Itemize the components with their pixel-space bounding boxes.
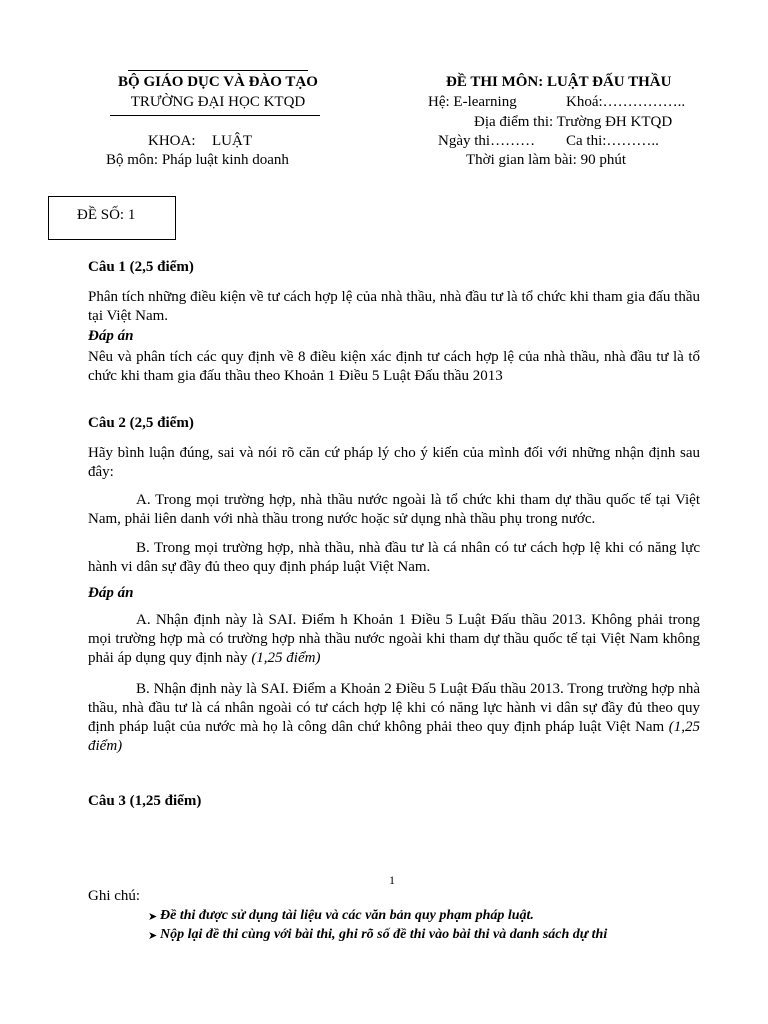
- department-name: Bộ môn: Pháp luật kinh doanh: [106, 152, 289, 168]
- exam-date: Ngày thi………: [438, 133, 536, 149]
- question-2-answer-b: [88, 680, 700, 756]
- answer-b-text: B. Nhận định này là SAI. Điểm a Khoản 2 Điều 5 Luật Đấu thầu 2013. Trong trường hợp nhà thầu, nhà đầu tư là cá nhân ngoài có tư cách hợp lệ khi có năng lực hành vi dân sự đầy đủ theo quy định pháp luật của nước mà họ là công dân chứ không phải theo quy định pháp luật Việt Nam: [88, 681, 700, 735]
- faculty-value: LUẬT: [212, 133, 252, 149]
- question-1-answer-label: Đáp án: [88, 328, 134, 344]
- answer-b-score: (1,25 điểm): [88, 719, 701, 754]
- faculty-label: KHOA:: [148, 133, 196, 149]
- question-2-statement-a: A. Trong mọi trường hợp, nhà thầu nước ngoài là tổ chức khi tham dự thầu quốc tế tại Việt Nam, phải liên danh với nhà thầu trong nước hoặc sử dụng nhà thầu phụ trong nước.: [88, 492, 700, 527]
- page-number: 1: [389, 873, 395, 887]
- arrowhead-bullet-icon: ➤: [148, 930, 158, 942]
- ministry-name: BỘ GIÁO DỤC VÀ ĐÀO TẠO: [118, 74, 318, 90]
- question-2-answer-a: [88, 611, 700, 668]
- arrowhead-bullet-icon: ➤: [148, 911, 158, 923]
- question-2-title: Câu 2 (2,5 điểm): [88, 415, 194, 431]
- exam-duration: Thời gian làm bài: 90 phút: [466, 152, 626, 168]
- note-label: Ghi chú:: [88, 888, 141, 904]
- question-1-title: Câu 1 (2,5 điểm): [88, 259, 194, 275]
- question-3-title: Câu 3 (1,25 điểm): [88, 793, 202, 809]
- exam-shift: Ca thi:………..: [566, 133, 659, 149]
- question-2-statement-b: B. Trong mọi trường hợp, nhà thầu, nhà đầu tư là cá nhân có tư cách hợp lệ khi có năng lực hành vi dân sự đầy đủ theo quy định pháp luật Việt Nam.: [88, 540, 700, 575]
- question-1-answer: Nêu và phân tích các quy định về 8 điều kiện xác định tư cách hợp lệ của nhà thầu, nhà đầu tư là tổ chức khi tham gia đấu thầu theo Khoản 1 Điều 5 Luật Đấu thầu 2013: [88, 349, 700, 384]
- note-item-1: Đề thi được sử dụng tài liệu và các văn bản quy phạm pháp luật.: [160, 908, 534, 923]
- answer-a-score: (1,25 điểm): [251, 650, 321, 666]
- exam-number: ĐỀ SỐ: 1: [77, 207, 136, 223]
- question-2-prompt: Hãy bình luận đúng, sai và nói rõ căn cứ pháp lý cho ý kiến của mình đối với những nhận định sau đây:: [88, 445, 700, 480]
- exam-title: ĐỀ THI MÔN: LUẬT ĐẤU THẦU: [446, 74, 672, 90]
- exam-number-box: [48, 196, 176, 240]
- exam-location: Địa điểm thi: Trường ĐH KTQD: [474, 114, 673, 130]
- question-1-prompt: Phân tích những điều kiện về tư cách hợp lệ của nhà thầu, nhà đầu tư là tổ chức khi tham gia đấu thầu tại Việt Nam.: [88, 289, 700, 324]
- exam-course: Khoá:……………..: [566, 94, 686, 110]
- note-item-2: Nộp lại đề thi cùng với bài thi, ghi rõ số đề thi vào bài thi và danh sách dự thi: [160, 927, 608, 942]
- ministry-overline: [128, 70, 308, 71]
- university-name: TRƯỜNG ĐẠI HỌC KTQD: [130, 94, 306, 110]
- answer-a-text: A. Nhận định này là SAI. Điểm h Khoản 1 Điều 5 Luật Đấu thầu 2013. Không phải trong mọi trường hợp mà có trường hợp nhà thầu nước ngoài khi tham dự thầu quốc tế tại Việt Nam không phải áp dụng quy định này: [88, 612, 700, 666]
- question-2-answer-label: Đáp án: [88, 585, 134, 601]
- university-underline: [110, 115, 320, 116]
- exam-system: Hệ: E-learning: [428, 94, 517, 110]
